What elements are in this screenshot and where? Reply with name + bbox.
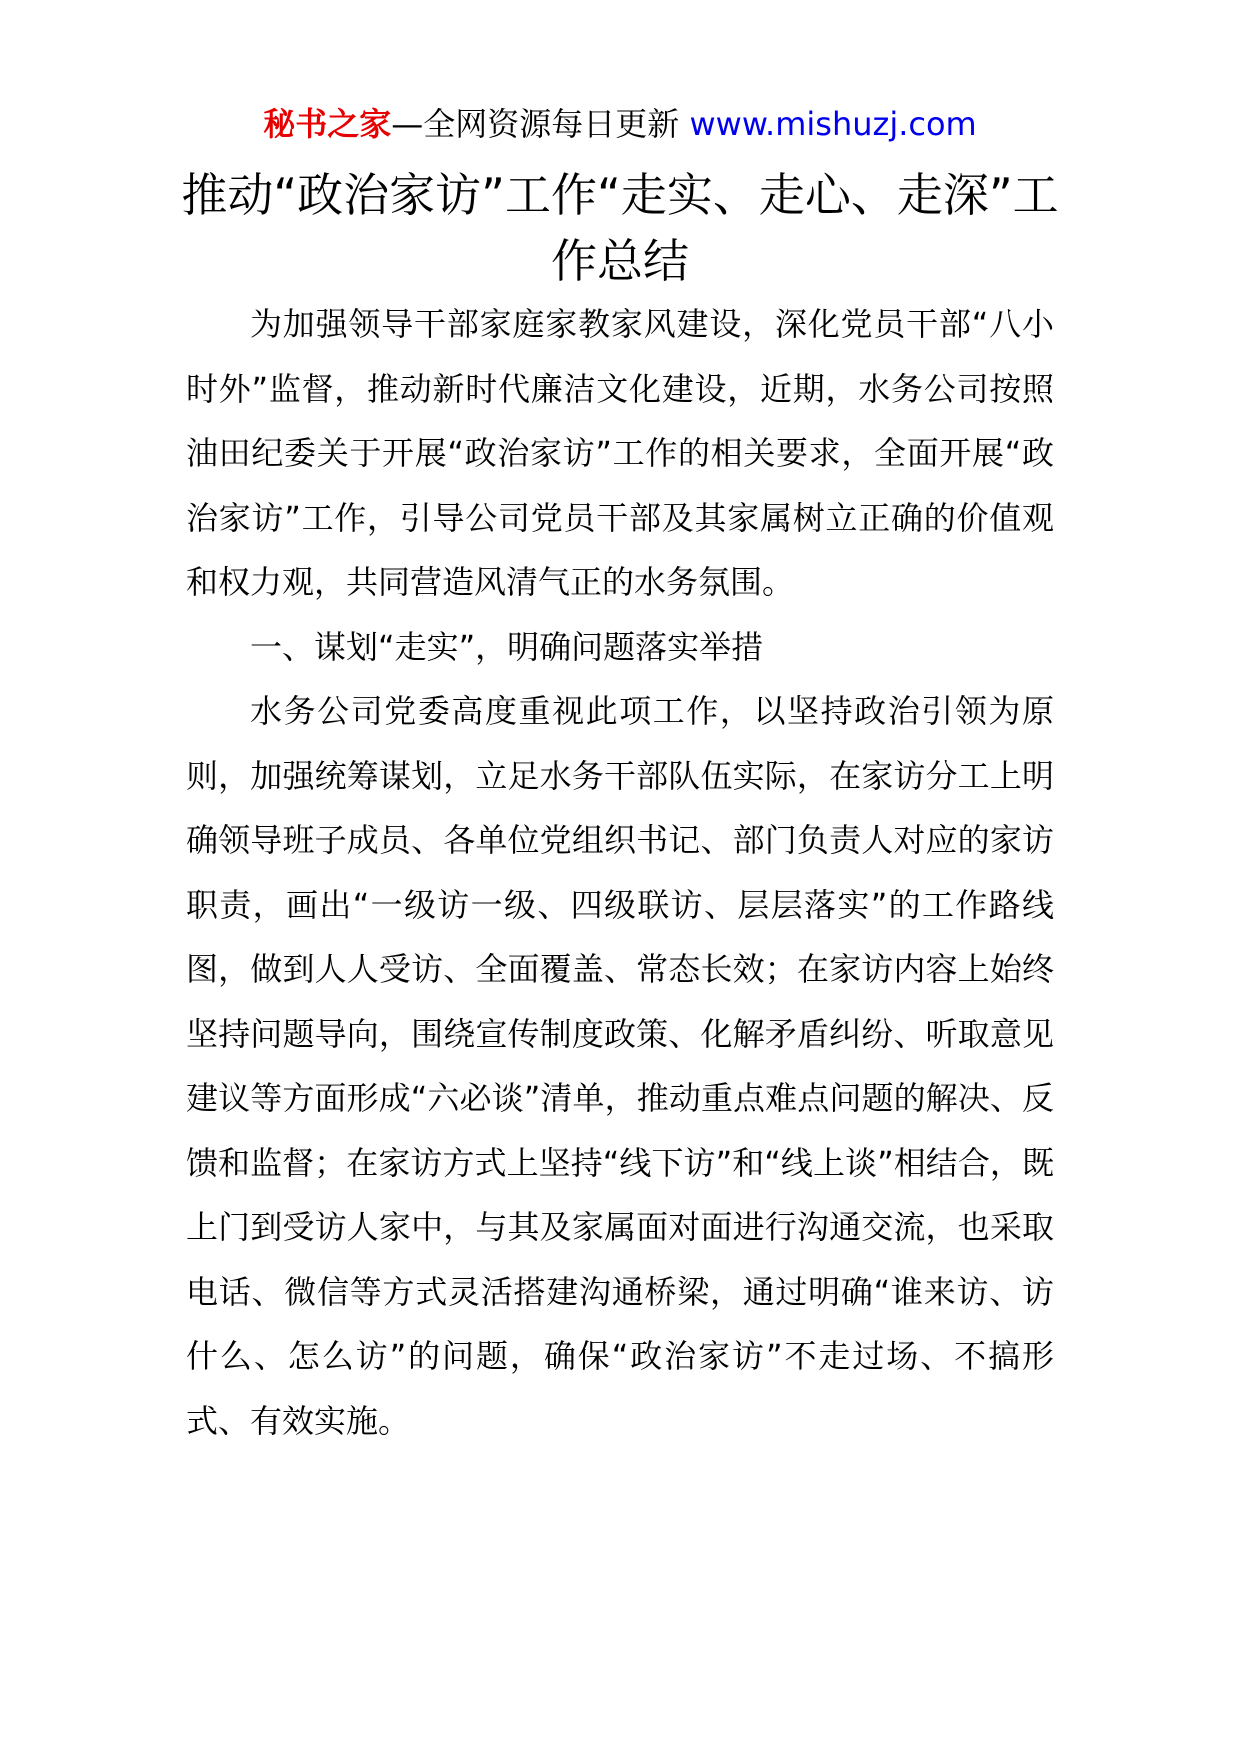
header-tagline: —全网资源每日更新: [391, 105, 690, 143]
header-url-link[interactable]: www.mishuzj.com: [689, 105, 977, 143]
section-heading: 一、谋划“走实”，明确问题落实举措: [250, 627, 764, 666]
brand-name: 秘书之家: [263, 105, 392, 143]
site-header: [0, 104, 1240, 144]
intro-paragraph: 为加强领导干部家庭家教家风建设，深化党员干部“八小时外”监督，推动新时代廉洁文化建设，近期，水务公司按照油田纪委关于开展“政治家访”工作的相关要求，全面开展“政治家访”工作，引导公司党员干部及其家属树立正确的价值观和权力观，共同营造风清气正的水务氛围。: [186, 305, 1054, 601]
document-title: 推动“政治家访”工作“走实、走心、走深”工作总结: [181, 168, 1059, 288]
section-paragraph: 水务公司党委高度重视此项工作，以坚持政治引领为原则，加强统筹谋划，立足水务干部队伍实际，在家访分工上明确领导班子成员、各单位党组织书记、部门负责人对应的家访职责，画出“一级访一级、四级联访、层层落实”的工作路线图，做到人人受访、全面覆盖、常态长效；在家访内容上始终坚持问题导向，围绕宣传制度政策、化解矛盾纠纷、听取意见建议等方面形成“六必谈”清单，推动重点难点问题的解决、反馈和监督；在家访方式上坚持“线下访”和“线上谈”相结合，既上门到受访人家中，与其及家属面对面进行沟通交流，也采取电话、微信等方式灵活搭建沟通桥梁，通过明确“谁来访、访什么、怎么访”的问题，确保“政治家访”不走过场、不搞形式、有效实施。: [186, 692, 1054, 1440]
document-body: [186, 292, 1054, 1453]
